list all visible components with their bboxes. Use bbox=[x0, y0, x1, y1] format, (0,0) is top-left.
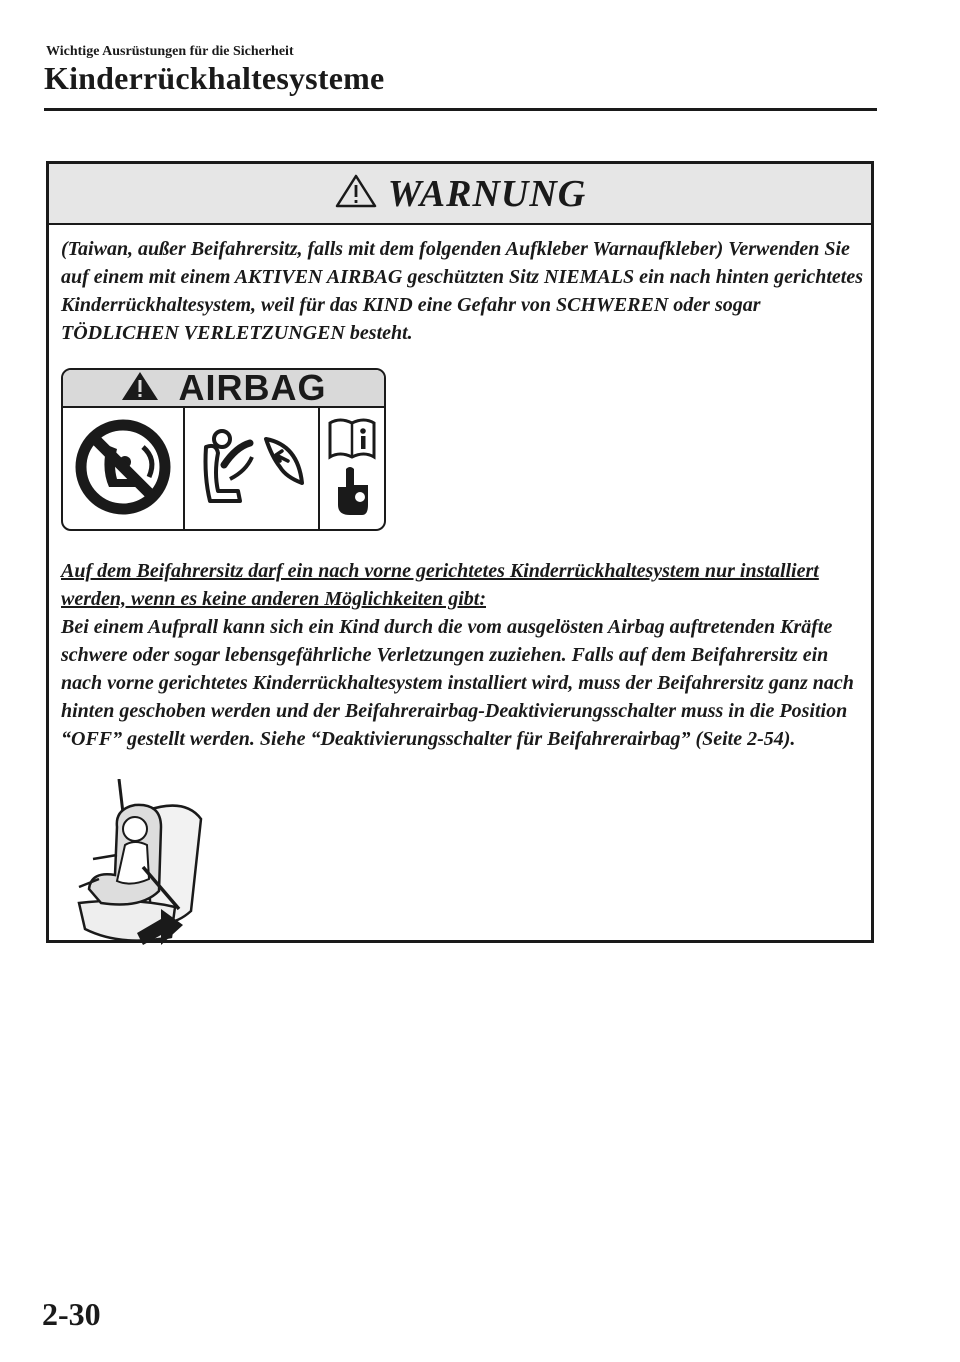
seat-with-airbag-icon bbox=[192, 417, 312, 522]
title-rule bbox=[44, 108, 877, 111]
no-rear-facing-child-seat-icon bbox=[73, 417, 173, 522]
sticker-warning-icon bbox=[121, 371, 159, 406]
sticker-cell-prohibition bbox=[63, 408, 183, 531]
warning-box bbox=[46, 161, 874, 943]
sticker-pictograms bbox=[63, 408, 384, 531]
warning-header bbox=[49, 164, 871, 225]
sticker-title: AIRBAG bbox=[178, 368, 327, 408]
warning-paragraph-1: (Taiwan, außer Beifahrersitz, falls mit dem folgenden Aufkleber Warnaufkleber) Verwenden Sie auf einem mit einem AKTIVEN AIRBAG geschützten Sitz NIEMALS ein nach hinten gerichtetes Kinderrückhaltesystem, weil für das KIND eine Gefahr von SCHWEREN oder sogar TÖDLICHEN VERLETZUNGEN besteht. bbox=[61, 238, 863, 344]
child-seat-icon bbox=[61, 938, 221, 955]
sticker-header bbox=[63, 370, 384, 408]
sticker-cell-manual bbox=[318, 408, 384, 531]
section-label: Wichtige Ausrüstungen für die Sicherheit bbox=[46, 44, 294, 59]
airbag-warning-sticker bbox=[61, 368, 386, 531]
sticker-cell-seat bbox=[183, 408, 318, 531]
warning-body bbox=[49, 225, 871, 956]
warning-paragraph-2: Bei einem Aufprall kann sich ein Kind durch die vom ausgelösten Airbag auftretenden Kräfte schwere oder sogar lebensgefährliche Verletzungen zuziehen. Falls auf dem Beifahrersitz ein nach vorne gerichtetes Kinderrückhaltesystem installiert wird, muss der Beifahrersitz ganz nach hinten geschoben werden und der Beifahrerairbag-Deaktivierungsschalter muss in die Position “OFF” gestellt werden. Siehe “Deaktivierungsschalter für Beifahrerairbag” (Seite 2-54). bbox=[61, 616, 854, 750]
warning-paragraph-2-underlined: Auf dem Beifahrersitz darf ein nach vorne gerichtetes Kinderrückhaltesystem nur installiert werden, wenn es keine anderen Möglichkeiten gibt: bbox=[61, 560, 819, 610]
forward-facing-child-seat-illustration bbox=[61, 779, 859, 956]
read-manual-icon bbox=[324, 413, 380, 526]
warning-heading: WARNUNG bbox=[387, 172, 587, 215]
warning-triangle-icon bbox=[334, 173, 378, 214]
page-number: 2-30 bbox=[42, 1296, 101, 1332]
page-title: Kinderrückhaltesysteme bbox=[44, 60, 385, 96]
